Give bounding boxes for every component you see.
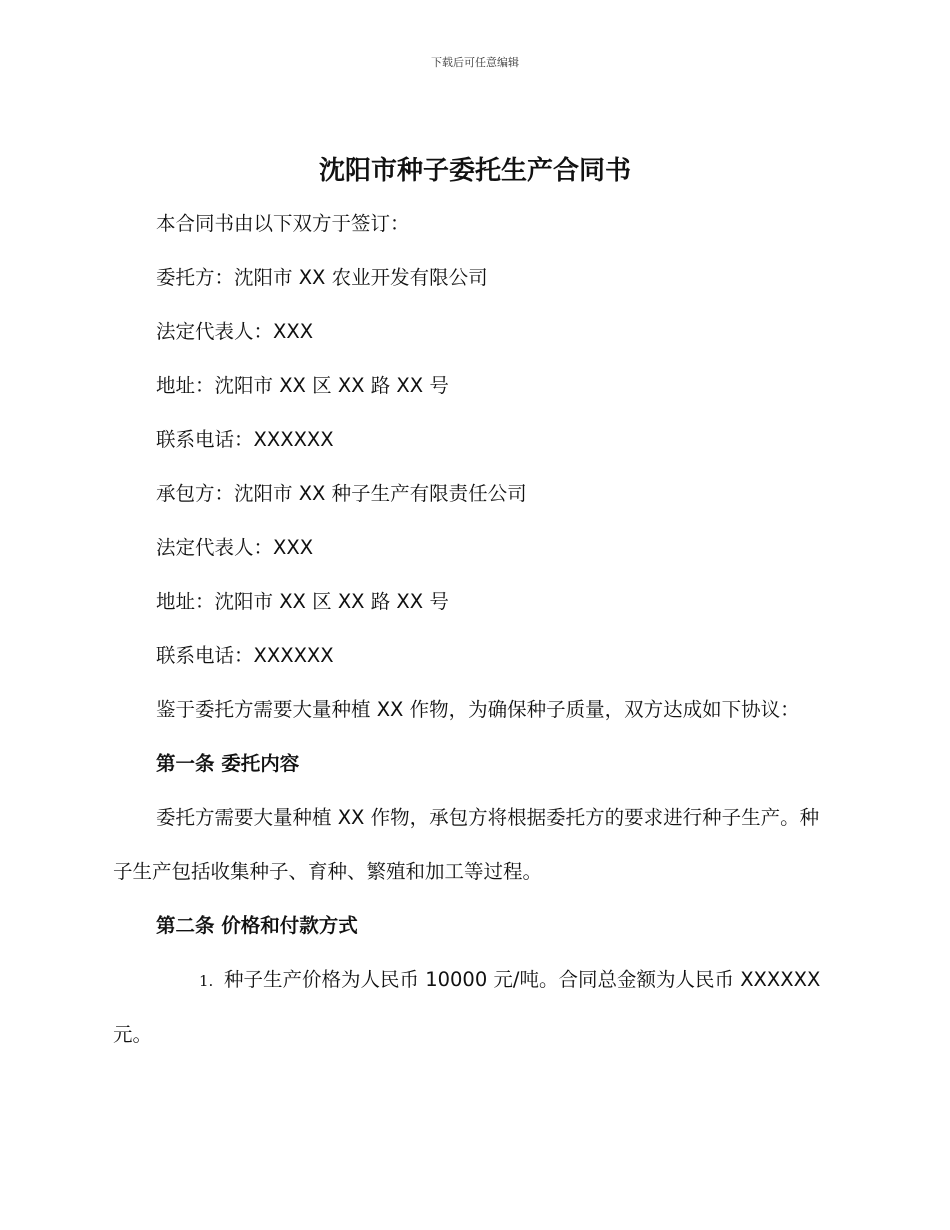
header-note: 下载后可任意编辑 <box>431 56 519 69</box>
article-1-heading: 第一条 委托内容 <box>156 752 300 775</box>
party-a-representative: 法定代表人：XXX <box>156 320 314 343</box>
article-2-heading: 第二条 价格和付款方式 <box>156 914 358 937</box>
list-item-text: 种子生产价格为人民币 10000 元/吨。合同总金额为人民币 XXXXXX 元。 <box>113 968 821 1046</box>
party-b-address: 地址：沈阳市 XX 区 XX 路 XX 号 <box>156 590 449 613</box>
preamble-paragraph: 鉴于委托方需要大量种植 XX 作物，为确保种子质量，双方达成如下协议： <box>156 698 800 721</box>
document-title: 沈阳市种子委托生产合同书 <box>318 156 631 186</box>
party-b-representative: 法定代表人：XXX <box>156 536 314 559</box>
article-1-text: 委托方需要大量种植 XX 作物，承包方将根据委托方的要求进行种子生产。种子生产包括收集种子、育种、繁殖和加工等过程。 <box>113 806 820 883</box>
party-b-phone: 联系电话：XXXXXX <box>156 644 334 667</box>
list-item-number: 1. <box>199 972 214 990</box>
party-a-address: 地址：沈阳市 XX 区 XX 路 XX 号 <box>156 374 449 397</box>
party-b-name: 承包方：沈阳市 XX 种子生产有限责任公司 <box>156 482 527 505</box>
party-a-name: 委托方：沈阳市 XX 农业开发有限公司 <box>156 266 488 289</box>
article-2-item <box>113 953 833 1062</box>
document-body <box>113 197 833 1062</box>
party-a-phone: 联系电话：XXXXXX <box>156 428 334 451</box>
intro-paragraph: 本合同书由以下双方于签订： <box>156 212 410 235</box>
